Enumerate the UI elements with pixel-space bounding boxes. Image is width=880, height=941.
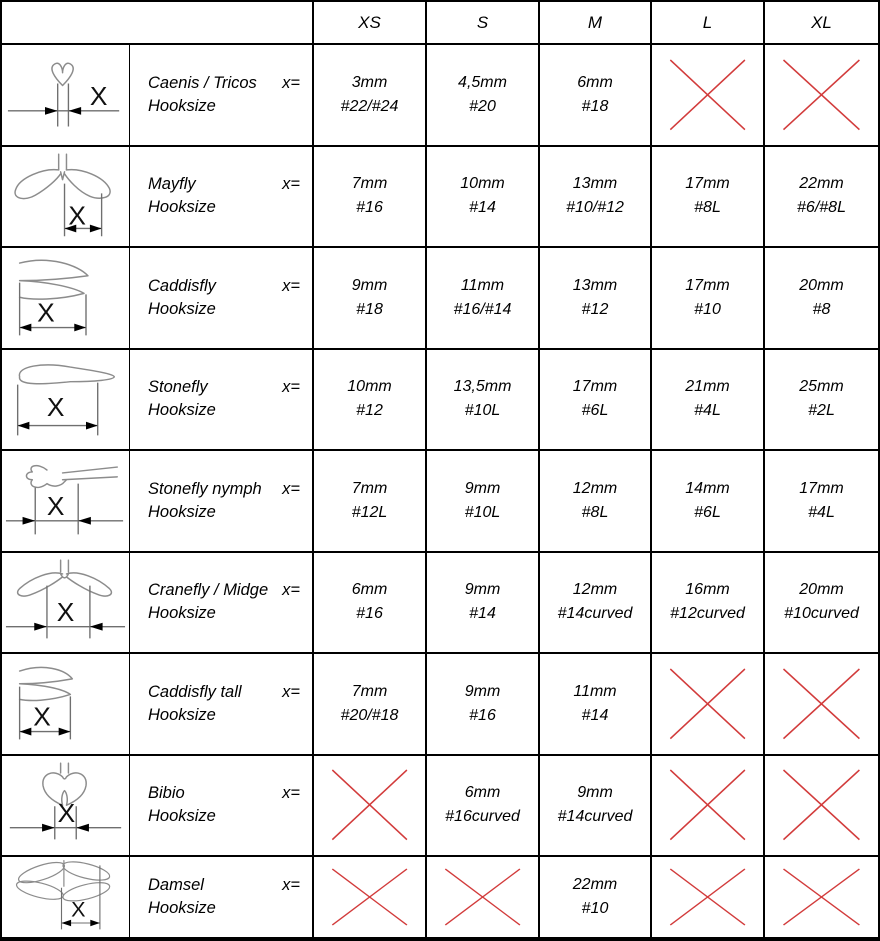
- crossed-cell: [427, 857, 540, 937]
- svg-text:X: X: [56, 596, 75, 627]
- size-cell: 17mm #4L: [765, 451, 878, 553]
- row-label-caenis-tricos: [130, 45, 314, 147]
- size-cell: 9mm #14: [427, 553, 540, 655]
- row-label-caddisfly-tall: [130, 654, 314, 756]
- crossed-cell: [652, 857, 765, 937]
- size-cell: 12mm #14curved: [540, 553, 652, 655]
- crossed-cell: [765, 857, 878, 937]
- x-equals: x=: [282, 876, 300, 894]
- row-name: Cranefly / Midge: [148, 581, 269, 600]
- crossed-cell: [765, 654, 878, 756]
- svg-text:X: X: [37, 297, 55, 328]
- x-equals: x=: [282, 73, 300, 92]
- size-cell: 9mm #18: [314, 248, 427, 350]
- row-subtitle: Hooksize: [148, 807, 216, 826]
- size-cell: 25mm #2L: [765, 350, 878, 452]
- size-cell: 11mm #16/#14: [427, 248, 540, 350]
- row-subtitle: Hooksize: [148, 96, 216, 115]
- row-subtitle: Hooksize: [148, 705, 216, 724]
- size-cell: 17mm #10: [652, 248, 765, 350]
- size-cell: 22mm #6/#8L: [765, 147, 878, 249]
- column-header-xl: XL: [765, 2, 878, 45]
- row-label-cranefly-midge: [130, 553, 314, 655]
- row-subtitle: Hooksize: [148, 401, 216, 420]
- row-name: Mayfly: [148, 175, 196, 194]
- row-label-stonefly: [130, 350, 314, 452]
- row-label-stonefly-nymph: [130, 451, 314, 553]
- crossed-cell: [652, 756, 765, 858]
- size-cell: 20mm #10curved: [765, 553, 878, 655]
- row-name: Caddisfly: [148, 276, 216, 295]
- caenis-tricos-icon: [2, 45, 130, 147]
- size-cell: 14mm #6L: [652, 451, 765, 553]
- red-cross-icon: [774, 664, 869, 744]
- size-cell: 9mm #16: [427, 654, 540, 756]
- size-cell: 7mm #12L: [314, 451, 427, 553]
- stonefly-icon: [2, 350, 130, 452]
- row-label-damsel: [130, 857, 314, 937]
- red-cross-icon: [661, 664, 754, 744]
- row-label-bibio: [130, 756, 314, 858]
- row-subtitle: Hooksize: [148, 604, 216, 623]
- size-cell: 13,5mm #10L: [427, 350, 540, 452]
- row-name: Caddisfly tall: [148, 682, 242, 701]
- size-cell: 20mm #8: [765, 248, 878, 350]
- size-cell: 3mm #22/#24: [314, 45, 427, 147]
- red-cross-icon: [774, 865, 869, 929]
- row-label-mayfly: [130, 147, 314, 249]
- svg-text:X: X: [33, 701, 51, 732]
- damsel-icon: [2, 857, 130, 937]
- row-subtitle: Hooksize: [148, 198, 216, 217]
- x-equals: x=: [282, 784, 300, 803]
- red-cross-icon: [774, 55, 869, 135]
- size-cell: 17mm #6L: [540, 350, 652, 452]
- svg-text:X: X: [68, 200, 87, 231]
- row-subtitle: Hooksize: [148, 299, 216, 318]
- x-equals: x=: [282, 175, 300, 194]
- crossed-cell: [652, 45, 765, 147]
- size-cell: 7mm #20/#18: [314, 654, 427, 756]
- row-subtitle: Hooksize: [148, 899, 216, 917]
- size-cell: 4,5mm #20: [427, 45, 540, 147]
- row-name: Caenis / Tricos: [148, 73, 257, 92]
- svg-text:X: X: [57, 797, 76, 828]
- stonefly-nymph-icon: [2, 451, 130, 553]
- bibio-icon: [2, 756, 130, 858]
- red-cross-icon: [774, 765, 869, 845]
- cranefly-midge-icon: [2, 553, 130, 655]
- size-cell: 17mm #8L: [652, 147, 765, 249]
- x-equals: x=: [282, 378, 300, 397]
- row-name: Stonefly nymph: [148, 479, 262, 498]
- red-cross-icon: [323, 865, 416, 929]
- crossed-cell: [765, 45, 878, 147]
- x-equals: x=: [282, 276, 300, 295]
- column-header-m: M: [540, 2, 652, 45]
- red-cross-icon: [661, 55, 754, 135]
- size-cell: 12mm #8L: [540, 451, 652, 553]
- size-cell: 22mm #10: [540, 857, 652, 937]
- red-cross-icon: [661, 765, 754, 845]
- size-cell: 7mm #16: [314, 147, 427, 249]
- size-cell: 21mm #4L: [652, 350, 765, 452]
- size-cell: 10mm #14: [427, 147, 540, 249]
- column-header-xs: XS: [314, 2, 427, 45]
- size-cell: 13mm #10/#12: [540, 147, 652, 249]
- column-header-l: L: [652, 2, 765, 45]
- svg-text:X: X: [89, 81, 108, 111]
- red-cross-icon: [661, 865, 754, 929]
- size-cell: 10mm #12: [314, 350, 427, 452]
- row-name: Bibio: [148, 784, 185, 803]
- size-cell: 11mm #14: [540, 654, 652, 756]
- size-cell: 13mm #12: [540, 248, 652, 350]
- row-label-caddisfly: [130, 248, 314, 350]
- size-cell: 9mm #10L: [427, 451, 540, 553]
- crossed-cell: [765, 756, 878, 858]
- crossed-cell: [314, 756, 427, 858]
- column-header-s: S: [427, 2, 540, 45]
- crossed-cell: [652, 654, 765, 756]
- row-name: Stonefly: [148, 378, 208, 397]
- size-cell: 6mm #18: [540, 45, 652, 147]
- svg-text:X: X: [46, 490, 65, 521]
- red-cross-icon: [323, 765, 416, 845]
- row-name: Damsel: [148, 876, 204, 894]
- header-corner-cell: [2, 2, 314, 45]
- size-cell: 6mm #16curved: [427, 756, 540, 858]
- mayfly-icon: [2, 147, 130, 249]
- size-cell: 9mm #14curved: [540, 756, 652, 858]
- crossed-cell: [314, 857, 427, 937]
- x-equals: x=: [282, 479, 300, 498]
- size-cell: 6mm #16: [314, 553, 427, 655]
- svg-text:X: X: [46, 391, 65, 422]
- size-cell: 16mm #12curved: [652, 553, 765, 655]
- caddisfly-icon: [2, 248, 130, 350]
- svg-text:X: X: [71, 896, 86, 922]
- red-cross-icon: [436, 865, 529, 929]
- x-equals: x=: [282, 581, 300, 600]
- x-equals: x=: [282, 682, 300, 701]
- caddisfly-tall-icon: [2, 654, 130, 756]
- row-subtitle: Hooksize: [148, 502, 216, 521]
